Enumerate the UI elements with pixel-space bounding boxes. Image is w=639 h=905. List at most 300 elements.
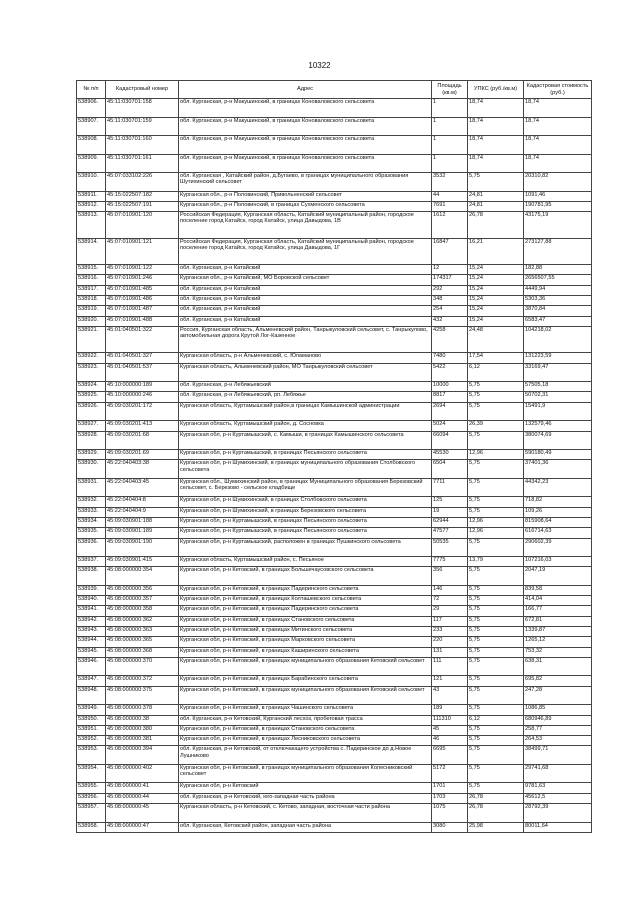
cell-address: Курганская обл, р-н Кетовский, в границах муниципального образования Колесниковский сельсовет	[179, 764, 432, 783]
cell-cadastral-cost: 839,58	[524, 585, 592, 595]
cell-address: обл. Курганская , Катайский район, д.Бугаево, в границах муниципального образования Шутихинский сельсовет	[179, 173, 432, 192]
cell-upks: 5,75	[468, 606, 524, 616]
cell-cadastral-number: 45:08:000000:402	[106, 764, 179, 783]
cell-cadastral-number: 45:11:030701:158	[106, 99, 179, 118]
cell-row-number: 538932.	[77, 497, 106, 507]
cell-row-number: 538916.	[77, 275, 106, 285]
cell-area: 66094	[432, 431, 468, 450]
cell-upks: 5,75	[468, 725, 524, 735]
cell-cadastral-number: 45:08:000000:357	[106, 596, 179, 606]
cell-address: Курганская обл, р-н Куртамышский, в границах Песьянского сельсовета	[179, 517, 432, 527]
table-row	[77, 686, 592, 705]
cell-cadastral-number: 45:09:030901:188	[106, 517, 179, 527]
cell-cadastral-cost: 264,53	[524, 736, 592, 746]
cell-cadastral-cost: 166,77	[524, 606, 592, 616]
cell-cadastral-cost: 57505,18	[524, 382, 592, 392]
cell-cadastral-number: 45:08:000000:354	[106, 567, 179, 586]
cell-upks: 5,75	[468, 567, 524, 586]
cell-area: 1701	[432, 783, 468, 793]
table-row	[77, 647, 592, 657]
cell-upks: 24,48	[468, 326, 524, 353]
cell-area: 233	[432, 627, 468, 637]
cell-row-number: 538955.	[77, 783, 106, 793]
cell-row-number: 538958.	[77, 822, 106, 832]
cell-address: Курганская обл, р-н Кетовский, в границах Барабинского сельсовета	[179, 676, 432, 686]
cell-cadastral-number: 45:10:000000:189	[106, 382, 179, 392]
cell-upks: 15,24	[468, 306, 524, 316]
cell-area: 7775	[432, 557, 468, 567]
cell-upks: 18,74	[468, 154, 524, 173]
cell-cadastral-number: 45:01:040501:327	[106, 353, 179, 363]
table-row	[77, 585, 592, 595]
cell-cadastral-cost: 18,74	[524, 99, 592, 118]
table-row	[77, 764, 592, 783]
cell-area: 1075	[432, 804, 468, 823]
cell-row-number: 538921.	[77, 326, 106, 353]
cell-upks: 18,74	[468, 136, 524, 155]
cell-address: обл. Курганская, р-н Кетовский, от отключающего устройства с. Падеринское до д.Новое Лушниково	[179, 746, 432, 765]
cell-row-number: 538933.	[77, 507, 106, 517]
cell-address: Курганская обл., р-н Половинский, Привольненский сельсовет	[179, 191, 432, 201]
cell-cadastral-cost: 247,28	[524, 686, 592, 705]
table-row	[77, 316, 592, 326]
cell-row-number: 538923.	[77, 363, 106, 382]
table-row	[77, 705, 592, 715]
cell-cadastral-cost: 45612,5	[524, 793, 592, 803]
cell-upks: 15,24	[468, 316, 524, 326]
cell-area: 44	[432, 191, 468, 201]
cell-row-number: 538941.	[77, 606, 106, 616]
cell-area: 5172	[432, 764, 468, 783]
cell-upks: 6,12	[468, 363, 524, 382]
cell-address: Курганская обл, р-н Шумихинский, в границах Столбовского сельсовета	[179, 497, 432, 507]
cell-upks: 5,75	[468, 173, 524, 192]
cell-address: обл. Курганская, Кетовский район, западная часть района	[179, 822, 432, 832]
cell-cadastral-number: 45:08:000000:44	[106, 793, 179, 803]
cell-area: 1612	[432, 212, 468, 239]
cell-area: 131	[432, 647, 468, 657]
cell-area: 45530	[432, 450, 468, 460]
cell-area: 1	[432, 99, 468, 118]
cell-row-number: 538946.	[77, 657, 106, 676]
table-row	[77, 606, 592, 616]
cell-address: Курганская область, Куртамышский район, д. Сосновка	[179, 421, 432, 431]
cell-address: обл. Курганская, р-н Макушинский, в границах Коноваловского сельсовета	[179, 117, 432, 136]
cell-area: 254	[432, 306, 468, 316]
cell-upks: 5,75	[468, 538, 524, 557]
cell-cadastral-cost: 6583,47	[524, 316, 592, 326]
cell-row-number: 538948.	[77, 686, 106, 705]
cell-cadastral-cost: 80011,64	[524, 822, 592, 832]
cell-cadastral-number: 45:08:000000:363	[106, 627, 179, 637]
cell-upks: 5,75	[468, 746, 524, 765]
table-row	[77, 497, 592, 507]
cell-cadastral-number: 45:09:030201:68	[106, 431, 179, 450]
cell-cadastral-cost: 38499,71	[524, 746, 592, 765]
cell-cadastral-number: 45:11:030701:161	[106, 154, 179, 173]
cell-row-number: 538954.	[77, 764, 106, 783]
cell-upks: 25,98	[468, 822, 524, 832]
table-row	[77, 715, 592, 725]
cell-address: обл. Курганская, р-н Макушинский, в границах Коноваловского сельсовета	[179, 154, 432, 173]
cell-cadastral-cost: 18,74	[524, 117, 592, 136]
table-row	[77, 567, 592, 586]
cell-address: обл. Курганская, р-н Катайский	[179, 316, 432, 326]
cell-upks: 26,39	[468, 421, 524, 431]
cell-cadastral-cost: 50702,31	[524, 392, 592, 402]
cell-address: обл. Курганская, р-н Макушинский, в границах Коноваловского сельсовета	[179, 136, 432, 155]
cell-cadastral-number: 45:08:000000:381	[106, 736, 179, 746]
cell-cadastral-number: 45:01:040501:322	[106, 326, 179, 353]
cell-area: 1	[432, 154, 468, 173]
cell-upks: 17,54	[468, 353, 524, 363]
cell-area: 7480	[432, 353, 468, 363]
cell-cadastral-cost: 44342,23	[524, 478, 592, 497]
cell-cadastral-cost: 132579,46	[524, 421, 592, 431]
cell-area: 5024	[432, 421, 468, 431]
cell-address: Курганская обл, р-н Кетовский, в границах Лесниковского сельсовета	[179, 736, 432, 746]
cell-area: 111310	[432, 715, 468, 725]
cell-area: 125	[432, 497, 468, 507]
cell-upks: 24,81	[468, 191, 524, 201]
cell-cadastral-number: 45:08:000000:38	[106, 715, 179, 725]
cell-cadastral-cost: 2047,19	[524, 567, 592, 586]
table-row	[77, 557, 592, 567]
cell-row-number: 538918.	[77, 295, 106, 305]
cell-area: 62944	[432, 517, 468, 527]
table-header-row	[77, 81, 592, 99]
cell-cadastral-cost: 43175,19	[524, 212, 592, 239]
cell-row-number: 538909.	[77, 154, 106, 173]
cell-cadastral-cost: 107216,03	[524, 557, 592, 567]
cell-row-number: 538938.	[77, 567, 106, 586]
cell-cadastral-cost: 1091,46	[524, 191, 592, 201]
cell-cadastral-cost: 753,32	[524, 647, 592, 657]
cell-cadastral-cost: 680946,89	[524, 715, 592, 725]
table-row	[77, 382, 592, 392]
cell-upks: 5,75	[468, 382, 524, 392]
cell-address: Курганская обл, р-н Куртамышский, в границах Песьянского сельсовета	[179, 528, 432, 538]
cell-upks: 5,75	[468, 637, 524, 647]
cell-address: Курганская область, р-н Альменевский, с. Юламаново	[179, 353, 432, 363]
cell-cadastral-number: 45:08:000000:368	[106, 647, 179, 657]
cell-address: обл. Курганская, р-н Кетовский, юго-западная часть района	[179, 793, 432, 803]
cell-address: обл. Курганская, р-н Лебяжьевский, рп. Лебяжье	[179, 392, 432, 402]
cell-row-number: 538953.	[77, 746, 106, 765]
cell-row-number: 538942.	[77, 616, 106, 626]
cell-upks: 5,75	[468, 676, 524, 686]
cell-cadastral-number: 45:08:000000:41	[106, 783, 179, 793]
cell-upks: 18,74	[468, 117, 524, 136]
cell-row-number: 538957.	[77, 804, 106, 823]
cell-cadastral-number: 45:08:000000:378	[106, 705, 179, 715]
cell-address: Курганская область, р-н Кетовский, с. Кетово, западная, восточная части района	[179, 804, 432, 823]
cell-row-number: 538919.	[77, 306, 106, 316]
cell-cadastral-cost: 590180,49	[524, 450, 592, 460]
cell-cadastral-cost: 1339,87	[524, 627, 592, 637]
cell-cadastral-number: 45:10:000000:246	[106, 392, 179, 402]
cell-upks: 15,24	[468, 275, 524, 285]
cell-row-number: 538910.	[77, 173, 106, 192]
cell-row-number: 538912.	[77, 201, 106, 211]
cell-address: Курганская обл, р-н Шумихинский, в границах Березовского сельсовета	[179, 507, 432, 517]
table-row	[77, 783, 592, 793]
cell-cadastral-cost: 5303,36	[524, 295, 592, 305]
cell-cadastral-cost: 273127,88	[524, 238, 592, 265]
cell-upks: 5,75	[468, 657, 524, 676]
cell-row-number: 538949.	[77, 705, 106, 715]
cell-address: Курганская обл, р-н Кетовский, в границах Становского сельсовета	[179, 616, 432, 626]
cell-row-number: 538930.	[77, 460, 106, 479]
cell-row-number: 538944.	[77, 637, 106, 647]
cell-upks: 5,75	[468, 705, 524, 715]
cell-address: Курганская обл, р-н Кетовский	[179, 783, 432, 793]
cell-cadastral-cost: 380074,69	[524, 431, 592, 450]
cell-cadastral-number: 45:07:010901:121	[106, 238, 179, 265]
cell-address: Курганская обл, р-н Куртамышский, с. Камыши, в границах Камышинского сельсовета	[179, 431, 432, 450]
cell-upks: 18,74	[468, 99, 524, 118]
cell-cadastral-cost: 190781,95	[524, 201, 592, 211]
cell-cadastral-cost: 695,82	[524, 676, 592, 686]
cell-upks: 5,75	[468, 686, 524, 705]
cell-address: Курганская обл., р-н Катайский, МО Боровской сельсовет	[179, 275, 432, 285]
table-row	[77, 238, 592, 265]
table-row	[77, 136, 592, 155]
cell-area: 2694	[432, 402, 468, 421]
cell-area: 6695	[432, 746, 468, 765]
cell-area: 348	[432, 295, 468, 305]
cell-row-number: 538951.	[77, 725, 106, 735]
cell-row-number: 538931.	[77, 478, 106, 497]
cell-cadastral-cost: 20310,82	[524, 173, 592, 192]
cell-address: Курганская обл, р-н Кетовский, в границах муниципального образования Кетовский сельсовет	[179, 657, 432, 676]
cell-cadastral-cost: 4449,94	[524, 285, 592, 295]
cell-address: обл. Курганская, р-н Лебяжьевский	[179, 382, 432, 392]
cell-cadastral-cost: 131223,59	[524, 353, 592, 363]
col-header-cadastral-cost: Кадастровая стоимость (руб.)	[524, 81, 592, 99]
table-row	[77, 627, 592, 637]
cell-area: 356	[432, 567, 468, 586]
cell-cadastral-number: 45:08:000000:362	[106, 616, 179, 626]
cell-area: 19	[432, 507, 468, 517]
cell-row-number: 538935.	[77, 528, 106, 538]
cell-area: 111	[432, 657, 468, 676]
cell-area: 1703	[432, 793, 468, 803]
cell-row-number: 538908.	[77, 136, 106, 155]
cell-cadastral-cost: 718,82	[524, 497, 592, 507]
cell-upks: 5,75	[468, 497, 524, 507]
cell-address: Курганская область, Куртамышский район,в границах Камышинской администрации	[179, 402, 432, 421]
table-row	[77, 450, 592, 460]
cell-address: обл. Курганская, р-н Катайский	[179, 285, 432, 295]
table-row	[77, 637, 592, 647]
cell-cadastral-number: 45:09:030201:172	[106, 402, 179, 421]
cell-address: Курганская обл, р-н Кетовский, в границах Колташевского сельсовета	[179, 596, 432, 606]
cell-cadastral-cost: 18,74	[524, 136, 592, 155]
table-row	[77, 212, 592, 239]
cell-area: 121	[432, 676, 468, 686]
cell-area: 117	[432, 616, 468, 626]
cell-cadastral-number: 45:22:040403:38	[106, 460, 179, 479]
cell-row-number: 538907.	[77, 117, 106, 136]
cell-cadastral-cost: 104218,02	[524, 326, 592, 353]
cell-cadastral-cost: 33169,47	[524, 363, 592, 382]
cell-row-number: 538911.	[77, 191, 106, 201]
cadastral-table	[76, 80, 592, 833]
cell-area: 189	[432, 705, 468, 715]
cell-address: Курганская область, Куртамышский район, с. Песьяное	[179, 557, 432, 567]
cell-upks: 12,96	[468, 528, 524, 538]
cell-upks: 5,75	[468, 478, 524, 497]
cell-row-number: 538922.	[77, 353, 106, 363]
cell-address: Курганская обл, р-н Кетовский, в границах Марковского сельсовета	[179, 637, 432, 647]
cell-area: 146	[432, 585, 468, 595]
table-row	[77, 616, 592, 626]
cell-cadastral-number: 45:07:010901:122	[106, 265, 179, 275]
cell-upks: 24,81	[468, 201, 524, 211]
cell-area: 4258	[432, 326, 468, 353]
table-row	[77, 596, 592, 606]
table-row	[77, 528, 592, 538]
cell-cadastral-number: 45:08:000000:358	[106, 606, 179, 616]
table-row	[77, 392, 592, 402]
cell-address: Курганская обл, р-н Кетовский, в границах Митинского сельсовета	[179, 627, 432, 637]
col-header-upks: УПКС (руб./кв.м)	[468, 81, 524, 99]
cell-row-number: 538950.	[77, 715, 106, 725]
cell-area: 16847	[432, 238, 468, 265]
cell-cadastral-number: 45:22:040403:45	[106, 478, 179, 497]
table-row	[77, 99, 592, 118]
cell-area: 50535	[432, 538, 468, 557]
cell-cadastral-number: 45:01:040501:537	[106, 363, 179, 382]
cell-cadastral-cost: 29741,68	[524, 764, 592, 783]
cell-area: 174317	[432, 275, 468, 285]
cell-cadastral-cost: 28792,39	[524, 804, 592, 823]
cell-cadastral-cost: 1265,12	[524, 637, 592, 647]
cell-cadastral-number: 45:07:010901:246	[106, 275, 179, 285]
cell-cadastral-number: 45:07:010901:120	[106, 212, 179, 239]
cell-cadastral-number: 45:07:010901:487	[106, 306, 179, 316]
cell-row-number: 538943.	[77, 627, 106, 637]
cell-row-number: 538915.	[77, 265, 106, 275]
table-row	[77, 363, 592, 382]
table-row	[77, 507, 592, 517]
table-row	[77, 173, 592, 192]
cell-address: Курганская обл., р-н Половинский, в границах Сухменского сельсовета	[179, 201, 432, 211]
cell-upks: 16,21	[468, 238, 524, 265]
table-row	[77, 676, 592, 686]
cell-cadastral-cost: 2656507,55	[524, 275, 592, 285]
table-row	[77, 265, 592, 275]
cell-address: Курганская обл., Шумихинский район, в границах Муниципального образования Березовский сельсовет, с. Березово - сельское кладбище	[179, 478, 432, 497]
cell-row-number: 538937.	[77, 557, 106, 567]
cell-cadastral-cost: 815908,64	[524, 517, 592, 527]
cell-upks: 6,12	[468, 715, 524, 725]
table-row	[77, 657, 592, 676]
cell-cadastral-cost: 672,81	[524, 616, 592, 626]
table-row	[77, 154, 592, 173]
cell-cadastral-number: 45:11:030701:159	[106, 117, 179, 136]
cell-row-number: 538926.	[77, 402, 106, 421]
cell-address: Курганская обл, р-н Кетовский, в границах муниципального образования Кетовский сельсовет	[179, 686, 432, 705]
cell-row-number: 538913.	[77, 212, 106, 239]
table-row	[77, 804, 592, 823]
cell-cadastral-number: 45:08:000000:365	[106, 637, 179, 647]
cell-area: 10000	[432, 382, 468, 392]
cell-cadastral-cost: 15491,9	[524, 402, 592, 421]
table-row	[77, 736, 592, 746]
cell-cadastral-number: 45:08:000000:372	[106, 676, 179, 686]
cell-row-number: 538945.	[77, 647, 106, 657]
cell-upks: 5,75	[468, 736, 524, 746]
cell-row-number: 538929.	[77, 450, 106, 460]
cell-address: Курганская обл, р-н Кетовский, в границах Чашинского сельсовета	[179, 705, 432, 715]
cell-upks: 26,78	[468, 793, 524, 803]
cell-address: обл. Курганская, р-н Кетовский, Курганский лесхоз, пробеговая трасса	[179, 715, 432, 725]
cell-area: 72	[432, 596, 468, 606]
cell-address: Курганская обл, р-н Куртамышский, в границах Песьянского сельсовета	[179, 450, 432, 460]
cell-upks: 5,75	[468, 764, 524, 783]
cell-row-number: 538928.	[77, 431, 106, 450]
cell-upks: 5,75	[468, 460, 524, 479]
cell-upks: 5,75	[468, 596, 524, 606]
cell-row-number: 538927.	[77, 421, 106, 431]
cell-address: Россия, Курганская область, Альменевский район, Танрыкуловский сельсовет, с. Танрыкулово, автомобильная дорога Крутой Лог-Казенное	[179, 326, 432, 353]
cell-row-number: 538925.	[77, 392, 106, 402]
cell-cadastral-cost: 638,31	[524, 657, 592, 676]
cell-cadastral-cost: 18,74	[524, 154, 592, 173]
cell-row-number: 538934.	[77, 517, 106, 527]
table-row	[77, 538, 592, 557]
table-row	[77, 326, 592, 353]
table-row	[77, 285, 592, 295]
cell-address: Курганская обл, р-н Шумихинский, в границах муниципального образования Столбовского сельсовета	[179, 460, 432, 479]
cell-area: 47577	[432, 528, 468, 538]
cell-cadastral-number: 45:08:000000:356	[106, 585, 179, 595]
cell-cadastral-number: 45:09:030201:69	[106, 450, 179, 460]
cell-row-number: 538920.	[77, 316, 106, 326]
cell-row-number: 538952.	[77, 736, 106, 746]
table-row	[77, 201, 592, 211]
cell-area: 46	[432, 736, 468, 746]
table-row	[77, 725, 592, 735]
table-row	[77, 517, 592, 527]
cell-area: 5422	[432, 363, 468, 382]
cell-row-number: 538906.	[77, 99, 106, 118]
cell-address: Курганская обл, р-н Кетовский, в границах Большечаусовского сельсовета	[179, 567, 432, 586]
cell-cadastral-number: 45:08:000000:380	[106, 725, 179, 735]
cell-cadastral-number: 45:08:000000:375	[106, 686, 179, 705]
cell-row-number: 538924.	[77, 382, 106, 392]
table-row	[77, 275, 592, 285]
cell-area: 12	[432, 265, 468, 275]
cell-upks: 5,75	[468, 507, 524, 517]
cell-cadastral-number: 45:07:010901:486	[106, 295, 179, 305]
cell-cadastral-number: 45:09:030901:189	[106, 528, 179, 538]
cell-address: обл. Курганская, р-н Катайский	[179, 295, 432, 305]
cell-cadastral-cost: 258,77	[524, 725, 592, 735]
col-header-number: № п/п	[77, 81, 106, 99]
cell-area: 45	[432, 725, 468, 735]
cell-cadastral-number: 45:11:030701:160	[106, 136, 179, 155]
cell-upks: 5,75	[468, 647, 524, 657]
cell-upks: 5,75	[468, 392, 524, 402]
table-row	[77, 478, 592, 497]
page-number: 10322	[308, 61, 331, 70]
cell-address: Курганская обл, р-н Кетовский, в границах Каширинского сельсовета	[179, 647, 432, 657]
cell-area: 220	[432, 637, 468, 647]
cell-upks: 5,75	[468, 616, 524, 626]
